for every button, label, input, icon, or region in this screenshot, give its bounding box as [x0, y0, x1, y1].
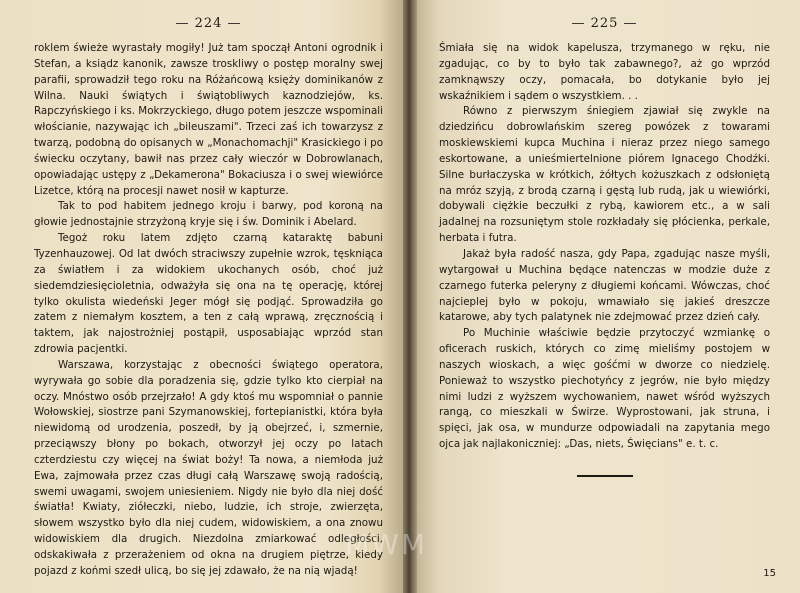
- left-page-body: [34, 41, 383, 580]
- paragraph: roklem świeże wyrastały mogiły! Już tam spoczął Antoni ogrodnik i Stefan, a ksiądz kanonik, zawsze troskliwy o postęp moralny swej parafii, sprowadził tego roku na Różańcową księży dominikanów z Wilna. Nauki świątych i świątobliwych kaznodziejów, ks. Rapczyńskiego i ks. Mokrzyckiego, długo potem jeszcze wspominali włościanie, nazywając ich „bileuszami". Trzeci zaś ich towarzysz z twarzą, podobną do opisanych w „Monachomachji" Krasickiego i po świecku oczytany, bawił nas przez cały wieczór w Dobrowlanach, opowiadając ustępy z „Dekamerona" Bokaciusza i o swej wiewiórce Lizetce, którą na procesji nawet nosił w kapturze.: [34, 42, 383, 197]
- right-page: [417, 0, 800, 593]
- book-gutter: [403, 0, 417, 593]
- watermark: MWM: [345, 528, 428, 561]
- right-page-number: — 225 —: [571, 16, 638, 31]
- paragraph: Równo z pierwszym śniegiem zjawiał się zwykle na dziedzińcu dobrowlańskim szereg powózek z towarami moskiewskiemi kupca Muchina i nieraz przez niego samego eskortowane, a unieśmiertelnione piórem Ignacego Chodźki. Silne burłaczyska w krótkich, żółtych kożuszkach z odsłoniętą na mróz szyją, z brodą czarną i gęstą lub rudą, jak u wiewiórki, dobywali ciężkie beczułki z rybą, kawiorem etc., a w sali jadalnej na rozsuniętym stole rozkładały się płócienka, perkale, herbata i futra.: [439, 105, 770, 245]
- section-divider-rule: [577, 475, 633, 477]
- paragraph: Warszawa, korzystając z obecności świątego operatora, wyrywała go sobie dla poradzenia się, gdzie tylko kto cierpiał na oczy. Mnóstwo osób przejrzało! A gdy ktoś mu wspomniał o pannie Wołowskiej, siostrze pani Szymanowskiej, fortepianistki, która była niewidomą od urodzenia, poszedł, by ją obejrzeć, i, szmernie, przeciąwszy błony po bokach, otworzył jej oczy po latach czterdziestu czy więcej na świat boży! Ta nowa, a niemłoda już Ewa, zajmowała przez czas długi całą Warszawę swoją radością, swemi uwagami, swojem uniesieniem. Nigdy nie było dla niej dość światła! Kwiaty, ziółeczki, niebo, ludzie, ich stroje, zwierzęta, słowem wszystko było dla niej cudem, widowiskiem, a ona znowu widowiskiem dla drugich. Niezdolna zmiarkować odległości, odskakiwała z przerażeniem od okna na drugiem piętrze, kiedy pojazd z końmi szedł ulicą, bo się jej zdawało, że na nią wjadą!: [34, 358, 383, 577]
- left-page-number: — 224 —: [175, 16, 242, 31]
- paragraph: Tak to pod habitem jednego kroju i barwy, pod koroną na głowie jednostajnie strzyżoną kryje się i św. Dominik i Abelard.: [34, 200, 383, 229]
- paragraph: Po Muchinie właściwie będzie przytoczyć wzmiankę o oficerach ruskich, których co zimę mieliśmy postojem w naszych wioskach, a więc gośćmi w dworze co niedzielę. Ponieważ to wszystko piechotyńcy z jegrów, nie było między nimi ludzi z wyższem wychowaniem, nawet wśród wyższych rangą, co mieszkali w Świrze. Wyprostowani, jak struna, i spięci, jak osa, w mundurze odpowiadali na zapytania mego ojca jak najlakoniczniej: „Das, niets, Święcians" e. t. c.: [439, 327, 770, 451]
- paragraph: Śmiała się na widok kapelusza, trzymanego w ręku, nie zgadując, co by to było tak zabawnego?, aż go wprzód zamknąwszy oczy, pomacała, bo dotykanie było jej wskaźnikiem i sądem o wszystkiem. . .: [439, 42, 770, 102]
- right-page-body: [439, 41, 770, 453]
- paragraph: Tegoż roku latem zdjęto czarną kataraktę babuni Tyzenhauzowej. Od lat dwóch straciwszy zupełnie wzrok, tęskniąca za światłem i za widokiem ukochanych osób, choć już siedemdziesięcioletnia, odważyła się ona na tę operację, której tylko okulista wiedeński Jeger mógł się podjąć. Sprowadziła go zatem z niemałym kosztem, a ten z całą wprawą, zręcznością i taktem, jak najostrożniej postąpił, usposabiając wprzód stan zdrowia pacjentki.: [34, 232, 383, 356]
- sheet-signature-mark: 15: [763, 568, 776, 579]
- paragraph: Jakaż była radość nasza, gdy Papa, zgadując nasze myśli, wytargował u Muchina będące natenczas w modzie duże z czarnego futerka peleryny z długiemi końcami. Wówczas, choć najcieplej było w pokoju, wmawiało się jakieś dreszcze katarowe, aby tych palatynek nie zdejmować przez dzień cały.: [439, 247, 770, 324]
